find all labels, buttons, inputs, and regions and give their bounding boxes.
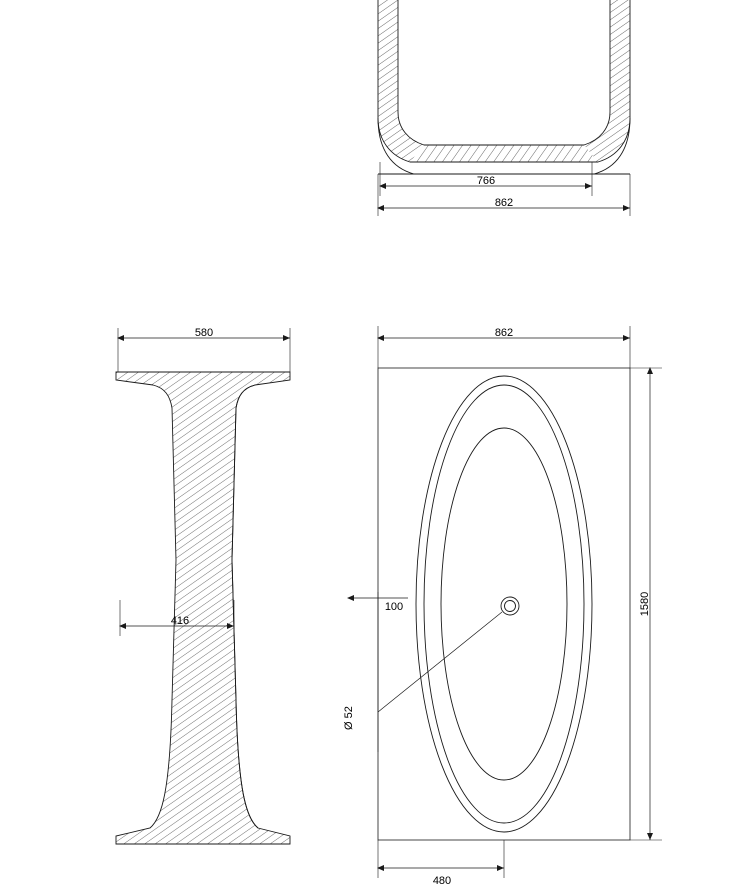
drain-leader-line	[378, 612, 502, 712]
dim-label-drain-diameter: Ø 52	[343, 706, 355, 730]
dim-label-plan-length: 1580	[639, 591, 651, 617]
tub-outer-profile	[378, 0, 630, 162]
drain-outer-circle	[501, 597, 519, 615]
dim-label-base-width: 480	[432, 875, 452, 887]
tub-inner-profile	[398, 0, 610, 145]
tub-outer-oval	[416, 376, 592, 832]
dim-label-outer-width: 862	[494, 197, 514, 209]
side-section-view	[116, 327, 290, 844]
dim-label-plan-width: 862	[494, 327, 514, 339]
wall-hatch-left	[378, 0, 424, 162]
drain-inner-circle	[505, 601, 516, 612]
top-plan-view	[343, 326, 662, 887]
dim-label-top-depth: 580	[194, 327, 214, 339]
tub-rim-oval	[424, 385, 584, 823]
front-elevation-view	[378, 0, 630, 216]
dim-label-inner-width: 766	[476, 175, 496, 187]
tub-basin-oval	[441, 428, 567, 780]
base-hatch	[410, 145, 598, 162]
wall-hatch-right	[584, 0, 630, 162]
dim-label-drain-offset: 100	[384, 601, 404, 613]
dim-label-inner-depth: 416	[170, 615, 190, 627]
